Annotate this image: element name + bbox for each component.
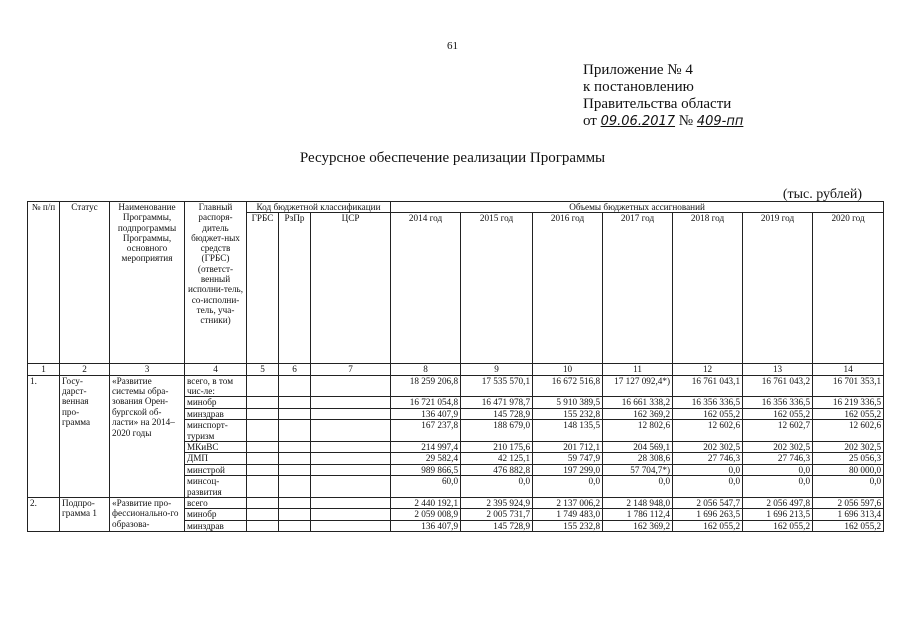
from-label: от [583, 113, 597, 129]
row-status: Госу-дарст-венная про-грамма [60, 375, 110, 497]
value-cell: 202 302,5 [743, 442, 813, 453]
column-number: 2 [60, 364, 110, 375]
value-cell: 16 356 336,5 [673, 397, 743, 408]
page-number: 61 [447, 40, 458, 52]
value-cell: 145 728,9 [461, 408, 533, 419]
appendix-block [583, 62, 743, 130]
value-cell: 2 395 924,9 [461, 498, 533, 509]
value-cell: 16 356 336,5 [743, 397, 813, 408]
empty-code-cell [247, 464, 279, 475]
empty-code-cell [311, 464, 391, 475]
value-cell: 16 672 516,8 [533, 375, 603, 397]
resolution-number: 409-пп [696, 114, 744, 129]
value-cell: 2 056 497,8 [743, 498, 813, 509]
value-cell: 59 747,9 [533, 453, 603, 464]
empty-code-cell [279, 375, 311, 397]
value-cell: 16 761 043,1 [673, 375, 743, 397]
appendix-line1: Приложение № 4 [583, 62, 693, 78]
empty-code-cell [311, 442, 391, 453]
value-cell: 989 866,5 [391, 464, 461, 475]
header-name: Наименование Программы, подпрограммы Программы, основного мероприятия [110, 202, 185, 364]
value-cell: 28 308,6 [603, 453, 673, 464]
empty-code-cell [247, 408, 279, 419]
header-year: 2020 год [813, 213, 884, 364]
value-cell: 27 746,3 [743, 453, 813, 464]
row-grbs: МКиВС [185, 442, 247, 453]
empty-code-cell [311, 375, 391, 397]
empty-code-cell [279, 464, 311, 475]
table-row [28, 375, 884, 397]
row-grbs: минспорт-туризм [185, 420, 247, 442]
empty-code-cell [311, 453, 391, 464]
value-cell: 136 407,9 [391, 520, 461, 531]
value-cell: 16 219 336,5 [813, 397, 884, 408]
column-number: 14 [813, 364, 884, 375]
row-program-name: «Развитие про-фессионально-го образова- [110, 498, 185, 532]
empty-code-cell [279, 498, 311, 509]
value-cell: 162 055,2 [743, 408, 813, 419]
value-cell: 476 882,8 [461, 464, 533, 475]
value-cell: 0,0 [603, 476, 673, 498]
resolution-date: 09.06.2017 [600, 114, 676, 129]
row-program-name: «Развитие системы обра-зования Орен-бургской об-ласти» на 2014–2020 годы [110, 375, 185, 497]
empty-code-cell [311, 520, 391, 531]
empty-code-cell [247, 397, 279, 408]
value-cell: 155 232,8 [533, 520, 603, 531]
value-cell: 16 701 353,1 [813, 375, 884, 397]
value-cell: 80 000,0 [813, 464, 884, 475]
resource-table [27, 201, 884, 532]
header-grbs-main: Главный распоря-дитель бюджет-ных средств (ГРБС) (ответст-венный исполни-тель, со-исполни-тель, уча-стники) [185, 202, 247, 364]
value-cell: 162 055,2 [813, 520, 884, 531]
row-grbs: минобр [185, 397, 247, 408]
header-row-1 [28, 202, 884, 213]
empty-code-cell [279, 520, 311, 531]
header-year: 2018 год [673, 213, 743, 364]
empty-code-cell [279, 509, 311, 520]
value-cell: 12 602,6 [673, 420, 743, 442]
value-cell: 167 237,8 [391, 420, 461, 442]
value-cell: 16 471 978,7 [461, 397, 533, 408]
column-number: 12 [673, 364, 743, 375]
empty-code-cell [311, 509, 391, 520]
value-cell: 16 761 043,2 [743, 375, 813, 397]
empty-code-cell [247, 498, 279, 509]
row-grbs: минобр [185, 509, 247, 520]
row-grbs: минздрав [185, 408, 247, 419]
header-grbs: ГРБС [247, 213, 279, 364]
empty-code-cell [279, 476, 311, 498]
value-cell: 0,0 [743, 476, 813, 498]
empty-code-cell [247, 509, 279, 520]
empty-code-cell [247, 453, 279, 464]
value-cell: 1 696 263,5 [673, 509, 743, 520]
header-budget-code: Код бюджетной классификации [247, 202, 391, 213]
value-cell: 162 055,2 [743, 520, 813, 531]
empty-code-cell [279, 453, 311, 464]
value-cell: 210 175,6 [461, 442, 533, 453]
header-year: 2015 год [461, 213, 533, 364]
header-year: 2016 год [533, 213, 603, 364]
row-grbs: минздрав [185, 520, 247, 531]
table-row [28, 498, 884, 509]
document-title: Ресурсное обеспечение реализации Программы [299, 150, 606, 166]
value-cell: 1 749 483,0 [533, 509, 603, 520]
value-cell: 17 127 092,4*) [603, 375, 673, 397]
header-status: Статус [60, 202, 110, 364]
column-number: 10 [533, 364, 603, 375]
value-cell: 16 661 338,2 [603, 397, 673, 408]
value-cell: 57 704,7*) [603, 464, 673, 475]
appendix-line3: Правительства области [583, 96, 732, 112]
value-cell: 214 997,4 [391, 442, 461, 453]
value-cell: 188 679,0 [461, 420, 533, 442]
value-cell: 25 056,3 [813, 453, 884, 464]
empty-code-cell [311, 397, 391, 408]
column-number: 8 [391, 364, 461, 375]
column-number: 3 [110, 364, 185, 375]
empty-code-cell [279, 442, 311, 453]
row-number: 1. [28, 375, 60, 497]
column-number: 11 [603, 364, 673, 375]
value-cell: 162 369,2 [603, 408, 673, 419]
header-year: 2017 год [603, 213, 673, 364]
empty-code-cell [279, 408, 311, 419]
row-number: 2. [28, 498, 60, 532]
column-number: 5 [247, 364, 279, 375]
header-csr: ЦСР [311, 213, 391, 364]
empty-code-cell [247, 520, 279, 531]
value-cell: 0,0 [673, 476, 743, 498]
value-cell: 2 056 547,7 [673, 498, 743, 509]
value-cell: 197 299,0 [533, 464, 603, 475]
value-cell: 1 696 313,4 [813, 509, 884, 520]
empty-code-cell [311, 476, 391, 498]
value-cell: 60,0 [391, 476, 461, 498]
appendix-date-line [583, 113, 743, 130]
header-volumes: Объемы бюджетных ассигнований [391, 202, 884, 213]
value-cell: 5 910 389,5 [533, 397, 603, 408]
empty-code-cell [311, 498, 391, 509]
value-cell: 2 059 008,9 [391, 509, 461, 520]
value-cell: 162 055,2 [673, 520, 743, 531]
value-cell: 42 125,1 [461, 453, 533, 464]
value-cell: 2 056 597,6 [813, 498, 884, 509]
empty-code-cell [247, 420, 279, 442]
column-number: 4 [185, 364, 247, 375]
value-cell: 12 602,6 [813, 420, 884, 442]
empty-code-cell [311, 420, 391, 442]
value-cell: 18 259 206,8 [391, 375, 461, 397]
value-cell: 1 786 112,4 [603, 509, 673, 520]
value-cell: 17 535 570,1 [461, 375, 533, 397]
value-cell: 145 728,9 [461, 520, 533, 531]
value-cell: 155 232,8 [533, 408, 603, 419]
empty-code-cell [279, 397, 311, 408]
header-rzpr: РзПр [279, 213, 311, 364]
number-label: № [678, 113, 694, 129]
column-number: 9 [461, 364, 533, 375]
row-grbs: минсоц-развития [185, 476, 247, 498]
header-year: 2014 год [391, 213, 461, 364]
value-cell: 2 440 192,1 [391, 498, 461, 509]
value-cell: 12 602,7 [743, 420, 813, 442]
value-cell: 2 137 006,2 [533, 498, 603, 509]
value-cell: 0,0 [673, 464, 743, 475]
column-number: 7 [311, 364, 391, 375]
value-cell: 0,0 [461, 476, 533, 498]
column-number-row [28, 364, 884, 375]
value-cell: 201 712,1 [533, 442, 603, 453]
row-status: Подпро-грамма 1 [60, 498, 110, 532]
units-label: (тыс. рублей) [782, 187, 862, 202]
value-cell: 0,0 [533, 476, 603, 498]
value-cell: 162 369,2 [603, 520, 673, 531]
value-cell: 162 055,2 [673, 408, 743, 419]
value-cell: 204 569,1 [603, 442, 673, 453]
empty-code-cell [247, 476, 279, 498]
empty-code-cell [247, 442, 279, 453]
value-cell: 2 148 948,0 [603, 498, 673, 509]
value-cell: 202 302,5 [813, 442, 884, 453]
empty-code-cell [311, 408, 391, 419]
empty-code-cell [279, 420, 311, 442]
value-cell: 202 302,5 [673, 442, 743, 453]
value-cell: 16 721 054,8 [391, 397, 461, 408]
row-grbs: всего [185, 498, 247, 509]
value-cell: 29 582,4 [391, 453, 461, 464]
column-number: 13 [743, 364, 813, 375]
value-cell: 0,0 [813, 476, 884, 498]
value-cell: 27 746,3 [673, 453, 743, 464]
row-grbs: всего, в том чис-ле: [185, 375, 247, 397]
value-cell: 2 005 731,7 [461, 509, 533, 520]
header-year: 2019 год [743, 213, 813, 364]
value-cell: 1 696 213,5 [743, 509, 813, 520]
header-num: № п/п [28, 202, 60, 364]
empty-code-cell [247, 375, 279, 397]
row-grbs: ДМП [185, 453, 247, 464]
value-cell: 148 135,5 [533, 420, 603, 442]
appendix-line2: к постановлению [583, 79, 694, 95]
value-cell: 162 055,2 [813, 408, 884, 419]
column-number: 1 [28, 364, 60, 375]
row-grbs: минстрой [185, 464, 247, 475]
column-number: 6 [279, 364, 311, 375]
value-cell: 136 407,9 [391, 408, 461, 419]
value-cell: 12 802,6 [603, 420, 673, 442]
value-cell: 0,0 [743, 464, 813, 475]
